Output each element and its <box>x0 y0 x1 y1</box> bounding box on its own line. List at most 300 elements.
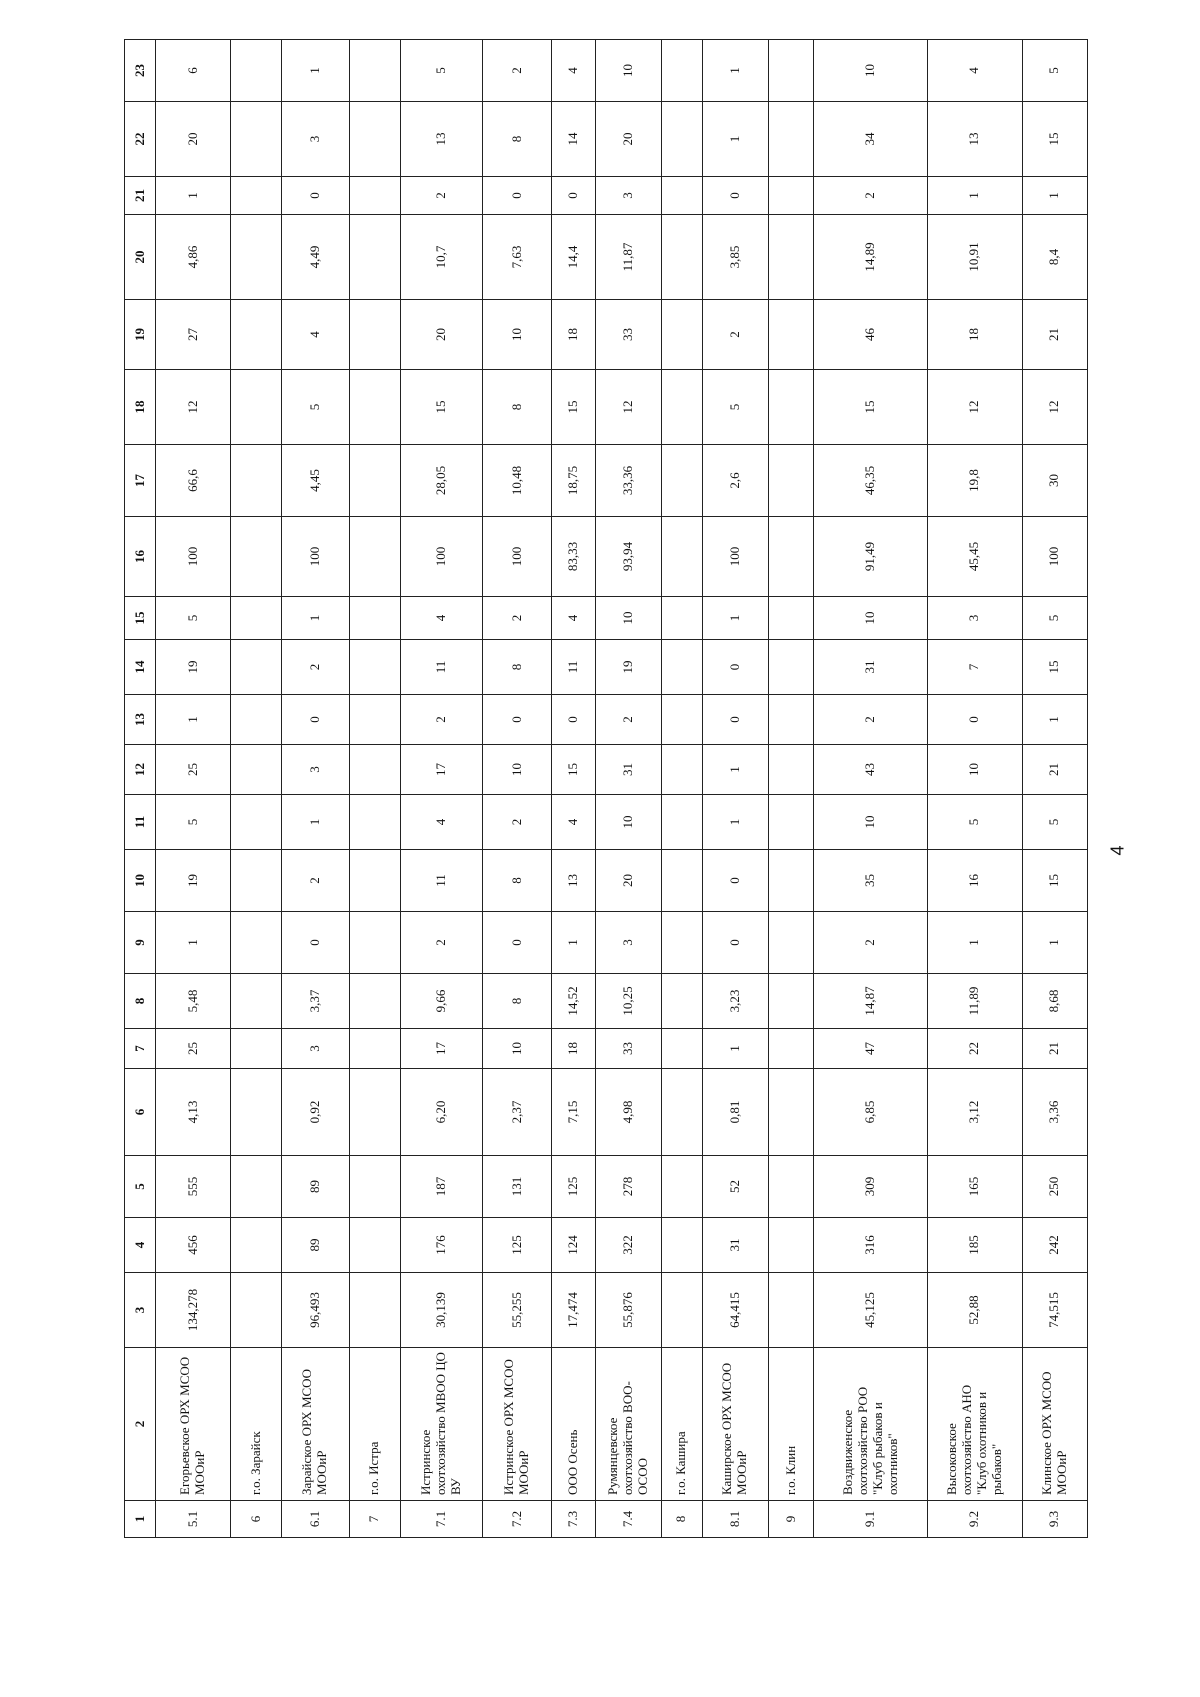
empty-cell <box>349 1029 400 1069</box>
value-cell: 1 <box>702 1029 768 1069</box>
empty-cell <box>231 1218 282 1273</box>
value-cell: 176 <box>400 1218 483 1273</box>
value-cell: 1 <box>1022 912 1087 974</box>
column-number-header: 20 <box>125 215 156 300</box>
empty-cell <box>661 795 702 850</box>
value-cell: 55,255 <box>483 1273 552 1348</box>
column-number-header: 22 <box>125 102 156 177</box>
empty-cell <box>661 1069 702 1156</box>
value-cell: 3,12 <box>927 1069 1022 1156</box>
empty-cell <box>231 177 282 215</box>
value-cell: 0 <box>702 850 768 912</box>
value-cell: 4 <box>400 795 483 850</box>
empty-cell <box>661 640 702 695</box>
table-row <box>927 40 1022 1538</box>
value-cell: 2 <box>400 177 483 215</box>
column-number-header: 11 <box>125 795 156 850</box>
value-cell: 18,75 <box>552 445 595 517</box>
table-row <box>702 40 768 1538</box>
empty-cell <box>231 597 282 640</box>
empty-cell <box>349 177 400 215</box>
value-cell: 31 <box>814 640 928 695</box>
value-cell: 5 <box>1022 795 1087 850</box>
value-cell: 19 <box>595 640 661 695</box>
empty-cell <box>349 850 400 912</box>
empty-cell <box>349 695 400 745</box>
empty-cell <box>768 445 813 517</box>
value-cell: 10 <box>483 1029 552 1069</box>
value-cell: 89 <box>281 1156 349 1218</box>
value-cell: 4 <box>552 40 595 102</box>
empty-cell <box>661 912 702 974</box>
header-row <box>125 40 156 1538</box>
value-cell: 4 <box>927 40 1022 102</box>
column-number-header: 3 <box>125 1273 156 1348</box>
value-cell: 11 <box>552 640 595 695</box>
farm-name: Истринское ОРХ МСОО МООиР <box>483 1348 552 1501</box>
value-cell: 19,8 <box>927 445 1022 517</box>
value-cell: 5 <box>1022 597 1087 640</box>
value-cell: 1 <box>702 745 768 795</box>
column-number-header: 17 <box>125 445 156 517</box>
empty-cell <box>231 640 282 695</box>
value-cell: 0 <box>281 912 349 974</box>
empty-cell <box>231 1156 282 1218</box>
row-index: 8 <box>661 1501 702 1538</box>
value-cell: 1 <box>702 795 768 850</box>
value-cell: 2 <box>400 695 483 745</box>
column-number-header: 4 <box>125 1218 156 1273</box>
value-cell: 10,7 <box>400 215 483 300</box>
value-cell: 100 <box>483 517 552 597</box>
empty-cell <box>768 640 813 695</box>
value-cell: 21 <box>1022 1029 1087 1069</box>
value-cell: 25 <box>155 1029 230 1069</box>
value-cell: 0 <box>281 695 349 745</box>
value-cell: 31 <box>595 745 661 795</box>
empty-cell <box>349 1273 400 1348</box>
empty-cell <box>661 177 702 215</box>
value-cell: 16 <box>927 850 1022 912</box>
empty-cell <box>231 912 282 974</box>
empty-cell <box>661 300 702 370</box>
page-number: 4 <box>1107 845 1128 856</box>
farm-name: Истринское охотхозяйство МВОО ЦО ВУ <box>400 1348 483 1501</box>
value-cell: 2 <box>281 640 349 695</box>
value-cell: 3,36 <box>1022 1069 1087 1156</box>
empty-cell <box>768 1218 813 1273</box>
value-cell: 14,87 <box>814 974 928 1029</box>
empty-cell <box>231 370 282 445</box>
value-cell: 17 <box>400 745 483 795</box>
farm-name: Воздвиженское охотхозяйство РОО "Клуб рыбаков и охотников" <box>814 1348 928 1501</box>
empty-cell <box>231 850 282 912</box>
empty-cell <box>231 795 282 850</box>
value-cell: 10 <box>814 597 928 640</box>
value-cell: 1 <box>281 597 349 640</box>
district-row <box>231 40 282 1538</box>
value-cell: 27 <box>155 300 230 370</box>
district-name: г.о. Зарайск <box>231 1348 282 1501</box>
row-index: 5.1 <box>155 1501 230 1538</box>
column-number-header: 2 <box>125 1348 156 1501</box>
value-cell: 2 <box>595 695 661 745</box>
empty-cell <box>768 695 813 745</box>
value-cell: 3,85 <box>702 215 768 300</box>
value-cell: 8 <box>483 102 552 177</box>
empty-cell <box>768 1029 813 1069</box>
empty-cell <box>768 795 813 850</box>
value-cell: 20 <box>595 102 661 177</box>
column-number-header: 6 <box>125 1069 156 1156</box>
empty-cell <box>768 745 813 795</box>
value-cell: 45,45 <box>927 517 1022 597</box>
table-row <box>400 40 483 1538</box>
value-cell: 0 <box>702 640 768 695</box>
value-cell: 89 <box>281 1218 349 1273</box>
column-number-header: 15 <box>125 597 156 640</box>
value-cell: 0,92 <box>281 1069 349 1156</box>
value-cell: 2 <box>814 177 928 215</box>
value-cell: 0 <box>483 912 552 974</box>
column-number-header: 5 <box>125 1156 156 1218</box>
row-index: 9 <box>768 1501 813 1538</box>
empty-cell <box>231 445 282 517</box>
value-cell: 31 <box>702 1218 768 1273</box>
value-cell: 8 <box>483 974 552 1029</box>
empty-cell <box>768 215 813 300</box>
value-cell: 8,68 <box>1022 974 1087 1029</box>
column-number-header: 9 <box>125 912 156 974</box>
value-cell: 33 <box>595 300 661 370</box>
value-cell: 2 <box>814 912 928 974</box>
value-cell: 2 <box>483 795 552 850</box>
value-cell: 4 <box>400 597 483 640</box>
value-cell: 0 <box>281 177 349 215</box>
district-name: г.о. Кашира <box>661 1348 702 1501</box>
value-cell: 19 <box>155 850 230 912</box>
value-cell: 185 <box>927 1218 1022 1273</box>
empty-cell <box>349 370 400 445</box>
value-cell: 0 <box>702 912 768 974</box>
empty-cell <box>349 445 400 517</box>
rotated-table-sheet <box>124 50 1088 1538</box>
empty-cell <box>349 974 400 1029</box>
value-cell: 0 <box>702 177 768 215</box>
value-cell: 1 <box>155 912 230 974</box>
empty-cell <box>661 1156 702 1218</box>
empty-cell <box>349 300 400 370</box>
value-cell: 0 <box>483 177 552 215</box>
table-row <box>814 40 928 1538</box>
value-cell: 15 <box>400 370 483 445</box>
value-cell: 33,36 <box>595 445 661 517</box>
farm-name: Румянцевское охотхозяйство ВОО-ОСОО <box>595 1348 661 1501</box>
value-cell: 96,493 <box>281 1273 349 1348</box>
value-cell: 8,4 <box>1022 215 1087 300</box>
value-cell: 11 <box>400 640 483 695</box>
value-cell: 3,23 <box>702 974 768 1029</box>
empty-cell <box>661 974 702 1029</box>
value-cell: 100 <box>702 517 768 597</box>
value-cell: 5 <box>702 370 768 445</box>
row-index: 7.1 <box>400 1501 483 1538</box>
value-cell: 1 <box>927 177 1022 215</box>
value-cell: 1 <box>155 695 230 745</box>
value-cell: 18 <box>552 1029 595 1069</box>
value-cell: 0 <box>702 695 768 745</box>
value-cell: 83,33 <box>552 517 595 597</box>
farm-name: Каширское ОРХ МСОО МООиР <box>702 1348 768 1501</box>
empty-cell <box>349 517 400 597</box>
value-cell: 5 <box>155 597 230 640</box>
district-name: г.о. Истра <box>349 1348 400 1501</box>
value-cell: 12 <box>1022 370 1087 445</box>
value-cell: 55,876 <box>595 1273 661 1348</box>
value-cell: 7,15 <box>552 1069 595 1156</box>
farm-name: Егорьевское ОРХ МСОО МООиР <box>155 1348 230 1501</box>
value-cell: 1 <box>281 795 349 850</box>
value-cell: 20 <box>155 102 230 177</box>
empty-cell <box>661 745 702 795</box>
empty-cell <box>768 1156 813 1218</box>
value-cell: 13 <box>927 102 1022 177</box>
value-cell: 12 <box>155 370 230 445</box>
row-index: 9.1 <box>814 1501 928 1538</box>
value-cell: 6,20 <box>400 1069 483 1156</box>
empty-cell <box>231 40 282 102</box>
value-cell: 5 <box>1022 40 1087 102</box>
value-cell: 125 <box>483 1218 552 1273</box>
district-row <box>768 40 813 1538</box>
value-cell: 242 <box>1022 1218 1087 1273</box>
value-cell: 20 <box>595 850 661 912</box>
value-cell: 74,515 <box>1022 1273 1087 1348</box>
value-cell: 28,05 <box>400 445 483 517</box>
value-cell: 10 <box>814 795 928 850</box>
value-cell: 52,88 <box>927 1273 1022 1348</box>
value-cell: 18 <box>552 300 595 370</box>
value-cell: 100 <box>155 517 230 597</box>
value-cell: 15 <box>552 745 595 795</box>
value-cell: 1 <box>155 177 230 215</box>
value-cell: 4 <box>281 300 349 370</box>
value-cell: 134,278 <box>155 1273 230 1348</box>
value-cell: 18 <box>927 300 1022 370</box>
empty-cell <box>768 517 813 597</box>
value-cell: 34 <box>814 102 928 177</box>
column-number-header: 16 <box>125 517 156 597</box>
value-cell: 10 <box>595 597 661 640</box>
value-cell: 5 <box>927 795 1022 850</box>
column-number-header: 7 <box>125 1029 156 1069</box>
row-index: 7.4 <box>595 1501 661 1538</box>
column-number-header: 19 <box>125 300 156 370</box>
empty-cell <box>768 370 813 445</box>
value-cell: 22 <box>927 1029 1022 1069</box>
empty-cell <box>768 850 813 912</box>
value-cell: 11,87 <box>595 215 661 300</box>
hunting-farms-table <box>124 39 1088 1538</box>
value-cell: 45,125 <box>814 1273 928 1348</box>
empty-cell <box>661 1273 702 1348</box>
column-number-header: 1 <box>125 1501 156 1538</box>
value-cell: 15 <box>1022 850 1087 912</box>
farm-name: Клинское ОРХ МСОО МООиР <box>1022 1348 1087 1501</box>
value-cell: 316 <box>814 1218 928 1273</box>
value-cell: 5 <box>400 40 483 102</box>
district-row <box>661 40 702 1538</box>
value-cell: 64,415 <box>702 1273 768 1348</box>
value-cell: 6 <box>155 40 230 102</box>
value-cell: 10,48 <box>483 445 552 517</box>
empty-cell <box>231 1273 282 1348</box>
value-cell: 4,86 <box>155 215 230 300</box>
value-cell: 19 <box>155 640 230 695</box>
value-cell: 555 <box>155 1156 230 1218</box>
value-cell: 33 <box>595 1029 661 1069</box>
value-cell: 456 <box>155 1218 230 1273</box>
value-cell: 35 <box>814 850 928 912</box>
value-cell: 2,37 <box>483 1069 552 1156</box>
value-cell: 4,98 <box>595 1069 661 1156</box>
empty-cell <box>661 40 702 102</box>
value-cell: 30 <box>1022 445 1087 517</box>
empty-cell <box>231 215 282 300</box>
value-cell: 14,52 <box>552 974 595 1029</box>
value-cell: 4,49 <box>281 215 349 300</box>
value-cell: 8 <box>483 640 552 695</box>
value-cell: 100 <box>400 517 483 597</box>
value-cell: 15 <box>552 370 595 445</box>
value-cell: 3 <box>595 912 661 974</box>
value-cell: 3 <box>927 597 1022 640</box>
value-cell: 1 <box>702 102 768 177</box>
value-cell: 11 <box>400 850 483 912</box>
empty-cell <box>349 1218 400 1273</box>
farm-name: Высоковское охотхозяйство АНО "Клуб охотников и рыбаков" <box>927 1348 1022 1501</box>
row-index: 6.1 <box>281 1501 349 1538</box>
value-cell: 187 <box>400 1156 483 1218</box>
value-cell: 0 <box>927 695 1022 745</box>
empty-cell <box>349 640 400 695</box>
column-number-header: 14 <box>125 640 156 695</box>
value-cell: 21 <box>1022 745 1087 795</box>
value-cell: 1 <box>702 597 768 640</box>
value-cell: 3 <box>595 177 661 215</box>
value-cell: 10 <box>595 40 661 102</box>
value-cell: 0,81 <box>702 1069 768 1156</box>
empty-cell <box>349 597 400 640</box>
empty-cell <box>661 215 702 300</box>
value-cell: 15 <box>1022 102 1087 177</box>
empty-cell <box>768 1273 813 1348</box>
value-cell: 91,49 <box>814 517 928 597</box>
empty-cell <box>661 370 702 445</box>
empty-cell <box>768 912 813 974</box>
empty-cell <box>768 300 813 370</box>
value-cell: 10 <box>483 300 552 370</box>
empty-cell <box>231 1029 282 1069</box>
value-cell: 2 <box>483 597 552 640</box>
value-cell: 1 <box>1022 177 1087 215</box>
value-cell: 3 <box>281 102 349 177</box>
empty-cell <box>231 745 282 795</box>
table-row <box>595 40 661 1538</box>
value-cell: 9,66 <box>400 974 483 1029</box>
value-cell: 0 <box>552 177 595 215</box>
value-cell: 46,35 <box>814 445 928 517</box>
value-cell: 3,37 <box>281 974 349 1029</box>
empty-cell <box>349 40 400 102</box>
value-cell: 250 <box>1022 1156 1087 1218</box>
empty-cell <box>661 597 702 640</box>
value-cell: 5,48 <box>155 974 230 1029</box>
value-cell: 66,6 <box>155 445 230 517</box>
empty-cell <box>768 597 813 640</box>
empty-cell <box>231 102 282 177</box>
table-row <box>483 40 552 1538</box>
value-cell: 17 <box>400 1029 483 1069</box>
value-cell: 52 <box>702 1156 768 1218</box>
value-cell: 25 <box>155 745 230 795</box>
value-cell: 4,13 <box>155 1069 230 1156</box>
column-number-header: 13 <box>125 695 156 745</box>
column-number-header: 12 <box>125 745 156 795</box>
value-cell: 2 <box>281 850 349 912</box>
empty-cell <box>349 215 400 300</box>
value-cell: 7 <box>927 640 1022 695</box>
value-cell: 10 <box>927 745 1022 795</box>
empty-cell <box>349 795 400 850</box>
value-cell: 0 <box>483 695 552 745</box>
value-cell: 1 <box>1022 695 1087 745</box>
empty-cell <box>768 102 813 177</box>
row-index: 9.3 <box>1022 1501 1087 1538</box>
value-cell: 14,89 <box>814 215 928 300</box>
empty-cell <box>768 177 813 215</box>
value-cell: 2,6 <box>702 445 768 517</box>
row-index: 7.3 <box>552 1501 595 1538</box>
value-cell: 5 <box>281 370 349 445</box>
value-cell: 47 <box>814 1029 928 1069</box>
empty-cell <box>661 445 702 517</box>
table-row <box>1022 40 1087 1538</box>
empty-cell <box>661 1218 702 1273</box>
empty-cell <box>349 1069 400 1156</box>
empty-cell <box>231 695 282 745</box>
value-cell: 14,4 <box>552 215 595 300</box>
empty-cell <box>661 695 702 745</box>
value-cell: 10 <box>483 745 552 795</box>
value-cell: 1 <box>927 912 1022 974</box>
column-number-header: 8 <box>125 974 156 1029</box>
empty-cell <box>349 745 400 795</box>
empty-cell <box>231 517 282 597</box>
row-index: 6 <box>231 1501 282 1538</box>
value-cell: 12 <box>595 370 661 445</box>
empty-cell <box>661 1029 702 1069</box>
empty-cell <box>661 850 702 912</box>
value-cell: 20 <box>400 300 483 370</box>
district-row <box>349 40 400 1538</box>
value-cell: 100 <box>281 517 349 597</box>
district-name: г.о. Клин <box>768 1348 813 1501</box>
value-cell: 4 <box>552 597 595 640</box>
empty-cell <box>768 40 813 102</box>
value-cell: 13 <box>400 102 483 177</box>
value-cell: 21 <box>1022 300 1087 370</box>
